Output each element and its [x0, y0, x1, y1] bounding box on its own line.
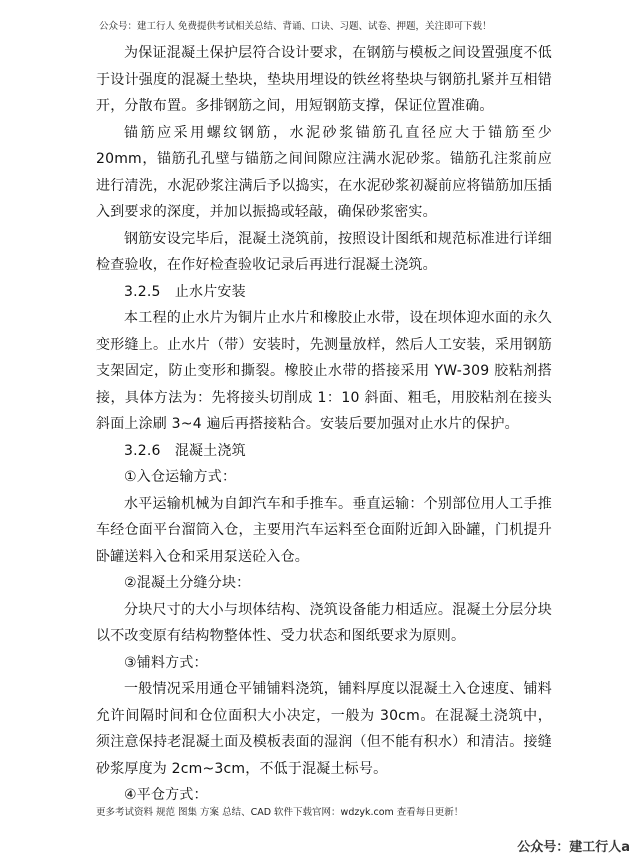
subsection-heading: ④平仓方式： — [124, 787, 208, 803]
watermark-text: 公众号：建工行人a — [517, 840, 630, 855]
page-header: 公众号：建工行人 免费提供考试相关总结、背诵、口诀、习题、试卷、押题，关注即可下载！ — [99, 21, 492, 32]
paragraph: 本工程的止水片为铜片止水片和橡胶止水带，设在坝体迎水面的永久变形缝上。止水片（带）安装时，先测量放样，然后人工安装，采用钢筋支架固定，防止变形和撕裂。橡胶止水带的搭接采用 YW-309 胶粘剂搭接，具体方法为：先将接头切削成 1：10 斜面、粗毛，用胶粘剂在接头斜面上涂刷 3~4 遍后再搭接粘合。安装后要加强对止水片的保护。 — [96, 310, 552, 432]
document-body — [96, 40, 552, 809]
paragraph: 钢筋安设完毕后，混凝土浇筑前，按照设计图纸和规范标准进行详细检查验收，在作好检查验收记录后再进行混凝土浇筑。 — [96, 230, 552, 273]
subsection-heading: ①入仓运输方式： — [124, 469, 237, 485]
subsection-heading: ②混凝土分缝分块： — [124, 575, 251, 591]
section-heading: 3.2.6 混凝土浇筑 — [124, 442, 246, 459]
paragraph: 锚筋应采用螺纹钢筋，水泥砂浆锚筋孔直径应大于锚筋至少 20mm，锚筋孔孔壁与锚筋之间间隙应注满水泥砂浆。锚筋孔注浆前应进行清洗，水泥砂浆注满后予以捣实，在水泥砂浆初凝前应将锚筋加压插入到要求的深度，并加以振捣或轻敲，确保砂浆密实。 — [96, 124, 552, 220]
paragraph: 水平运输机械为自卸汽车和手推车。垂直运输：个别部位用人工手推车经仓面平台溜筒入仓，主要用汽车运料至仓面附近卸入卧罐，门机提升卧罐送料入仓和采用泵送砼入仓。 — [96, 495, 552, 565]
paragraph: 分块尺寸的大小与坝体结构、浇筑设备能力相适应。混凝土分层分块以不改变原有结构物整体性、受力状态和图纸要求为原则。 — [96, 601, 552, 644]
page-footer: 更多考试资料 规范 图集 方案 总结、CAD 软件下载官网：wdzyk.com 查看每日更新！ — [96, 807, 464, 818]
subsection-heading: ③铺料方式： — [124, 654, 208, 671]
paragraph: 一般情况采用通仓平铺铺料浇筑，铺料厚度以混凝土入仓速度、铺料允许间隔时间和仓位面积大小决定，一般为 30cm。在混凝土浇筑中，须注意保持老混凝土面及模板表面的湿润（但不能有积水）和清洁。接缝砂浆厚度为 2cm~3cm，不低于混凝土标号。 — [96, 681, 552, 777]
section-heading: 3.2.5 止水片安装 — [124, 283, 246, 300]
paragraph: 为保证混凝土保护层符合设计要求，在钢筋与模板之间设置强度不低于设计强度的混凝土垫块，垫块用埋设的铁丝将垫块与钢筋扎紧并互相错开，分散布置。多排钢筋之间，用短钢筋支撑，保证位置准确。 — [96, 45, 552, 114]
